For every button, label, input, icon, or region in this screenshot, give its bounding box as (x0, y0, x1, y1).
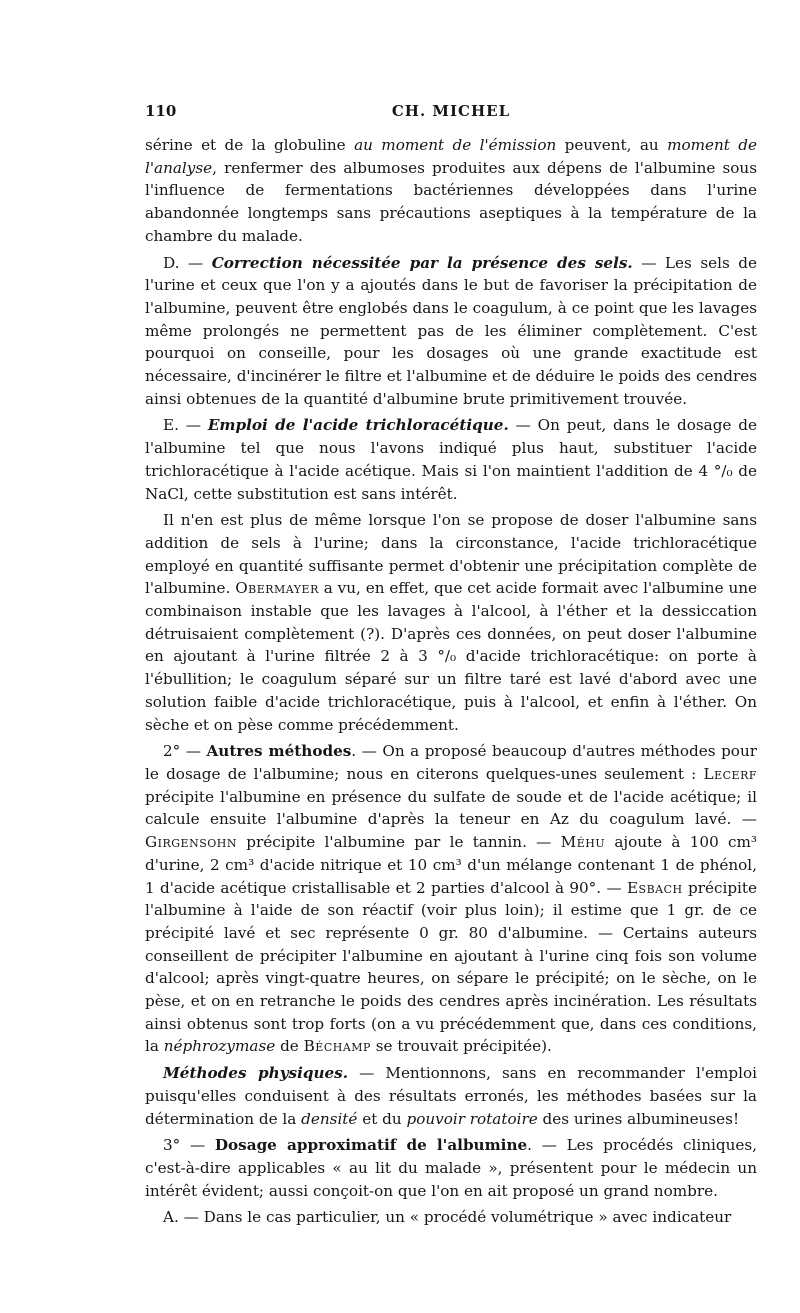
paragraph-methodes-physiques: Méthodes physiques. — Mentionnons, sans en recommander l'emploi puisqu'elles conduisent à des résultats erronés, les méthodes basées sur la détermination de la densité et du pouvoir rotatoire des urines albumineuses! (145, 1064, 757, 1128)
paragraph-continuation: sérine et de la globuline au moment de l'émission peuvent, au moment de l'analyse, renfermer des albumoses produites aux dépens de l'albumine sous l'influence de fermentations bactériennes développées dans l'urine abandonnée longtemps sans précautions aseptiques à la température de la chambre du malade. (145, 136, 758, 245)
author-name: Girgensohn (145, 833, 237, 852)
author-name: Méhu (560, 833, 606, 852)
section-heading-autres: Autres méthodes (206, 742, 352, 761)
section-heading-dosage: Dosage approximatif de l'albumine (214, 1136, 528, 1155)
paragraph-dosage-approximatif: 3° — Dosage approximatif de l'albumine. — Les procédés cliniques, c'est-à-dire applicables « au lit du malade », présentent pour le médecin un intérêt évident; aussi conçoit-on que l'on en ait proposé un grand nombre. (145, 1136, 757, 1200)
author-name: Lecerf (703, 764, 757, 783)
page-header (145, 100, 757, 126)
author-name: Esbach (626, 878, 683, 897)
paragraph-procede-volumetrique: A. — Dans le cas particulier, un « procédé volumétrique » avec indicateur (163, 1208, 732, 1227)
paragraph-obermayer: Il n'en est plus de même lorsque l'on se propose de doser l'albumine sans addition de sels à l'urine; dans la circonstance, l'acide trichloracétique employé en quantité suffisante permet d'obtenir une précipitation complète de l'albumine. Obermayer a vu, en effet, que cet acide formait avec l'albumine une combinaison instable que les lavages à l'alcool, à l'éther et la dessiccation détruisaient complètement (?). D'après ces données, on peut doser l'albumine en ajoutant à l'urine filtrée 2 à 3 °/₀ d'acide trichloracétique: on porte à l'ébullition; le coagulum séparé sur un filtre taré est lavé d'abord avec une solution faible d'acide trichloracétique, puis à l'alcool, et enfin à l'éther. On sèche et on pèse comme précédemment. (145, 511, 757, 734)
running-title: CH. MICHEL (391, 102, 511, 120)
author-name: Béchamp (303, 1037, 371, 1056)
section-heading-emploi: Emploi de l'acide trichloracétique. (207, 416, 509, 435)
section-heading-physiques: Méthodes physiques. (163, 1064, 349, 1083)
paragraph-acide-trichloracetique: E. — Emploi de l'acide trichloracétique. — On peut, dans le dosage de l'albumine tel que nous l'avons indiqué plus haut, substituer l'acide trichloracétique à l'acide acétique. Mais si l'on maintient l'addition de 4 °/₀ de NaCl, cette substitution est sans intérêt. (145, 416, 757, 503)
page-number: 110 (145, 102, 177, 120)
section-heading-correction: Correction nécessitée par la présence des sels. (211, 253, 633, 272)
paragraph-correction-sels: D. — Correction nécessitée par la présence des sels. — Les sels de l'urine et ceux que l'on y a ajoutés dans le but de favoriser la précipitation de l'albumine, peuvent être englobés dans le coagulum, à ce point que les lavages même prolongés ne permettent pas de les éliminer complètement. C'est pourquoi on conseille, pour les dosages où une grande exactitude est nécessaire, d'incinérer le filtre et l'albumine et de déduire le poids des cendres ainsi obtenues de la quantité d'albumine brute primitivement trouvée. (145, 253, 757, 408)
author-name: Obermayer (235, 579, 319, 598)
paragraph-autres-methodes: 2° — Autres méthodes. — On a proposé beaucoup d'autres méthodes pour le dosage de l'albumine; nous en citerons quelques-unes seulement : Lecerf précipite l'albumine en présence du sulfate de soude et de l'acide acétique; il calcule ensuite l'albumine d'après la teneur en Az du coagulum lavé. — Girgensohn précipite l'albumine par le tannin. — Méhu ajoute à 100 cm³ d'urine, 2 cm³ d'acide nitrique et 10 cm³ d'un mélange contenant 1 de phénol, 1 d'acide acétique cristallisable et 2 parties d'alcool à 90°. — Esbach précipite l'albumine à l'aide de son réactif (voir plus loin); il estime que 1 gr. de ce précipité lavé et sec représente 0 gr. 80 d'albumine. — Certains auteurs conseillent de précipiter l'albumine en ajoutant à l'urine cinq fois son volume d'alcool; après vingt-quatre heures, on sépare le précipité; on le sèche, on le pèse, et on en retranche le poids des cendres après incinération. Les résultats ainsi obtenus sont trop forts (on a vu précédemment que, dans ces conditions, la néphrozymase de Béchamp se trouvait précipitée). (145, 742, 758, 1056)
body-text (145, 134, 757, 1229)
